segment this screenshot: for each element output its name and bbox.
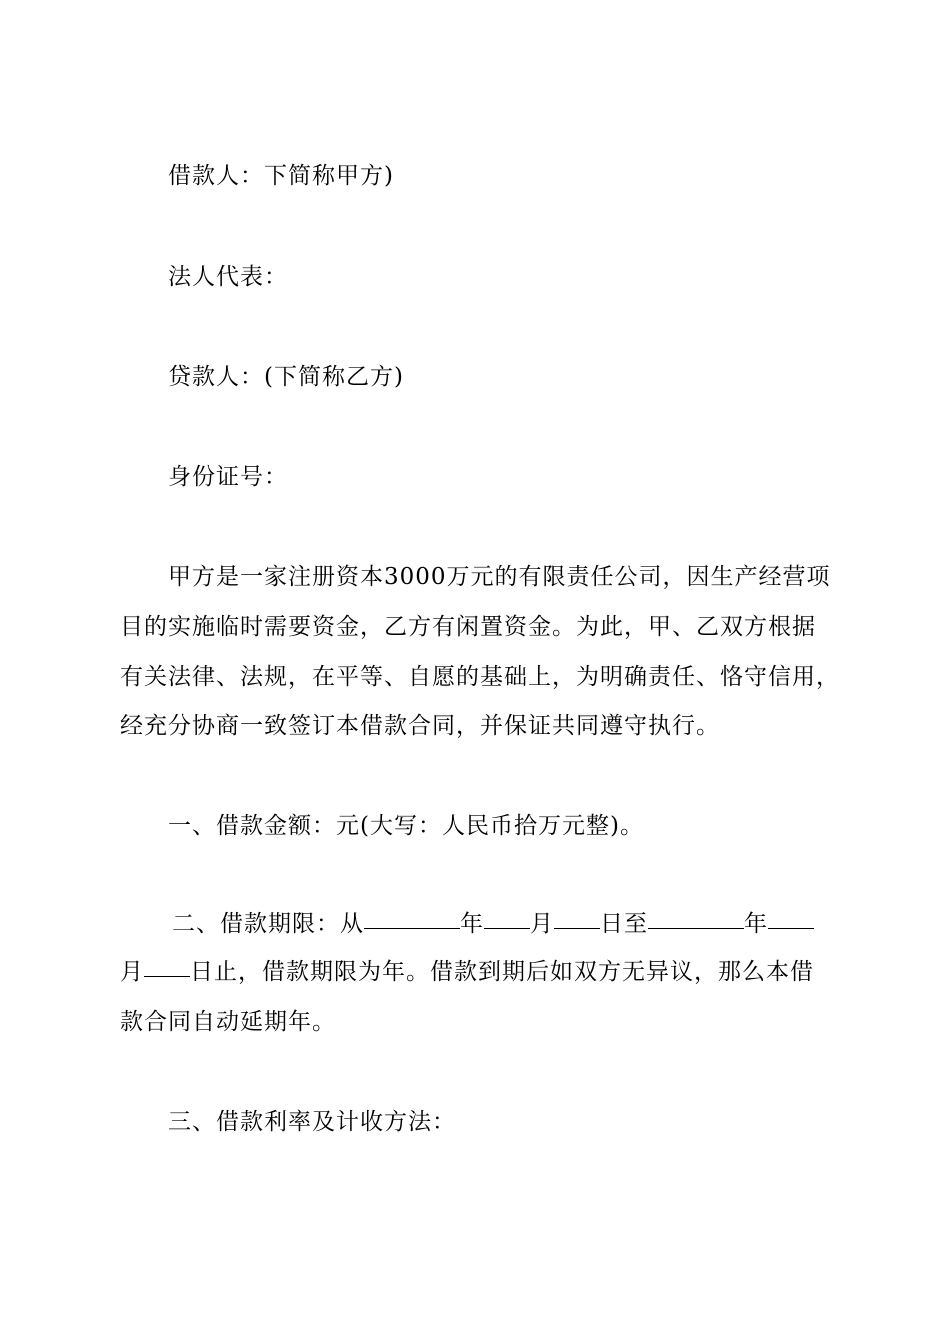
preamble-line-2: 目的实施临时需要资金，乙方有闲置资金。为此，甲、乙双方根据 <box>120 614 816 640</box>
clause-2-line-2-text: 日止，借款期限为年。借款到期后如双方无异议，那么本借 <box>190 959 814 985</box>
lender-line: 贷款人：(下简称乙方) <box>168 364 404 390</box>
end-day-blank <box>144 975 190 977</box>
end-month-blank <box>768 927 814 929</box>
year-label: 年 <box>460 911 484 937</box>
preamble-line-4: 经充分协商一致签订本借款合同，并保证共同遵守执行。 <box>120 713 720 739</box>
clause-2-prefix: 二、借款期限：从 <box>172 911 364 937</box>
end-year-blank <box>648 927 744 929</box>
borrower-line: 借款人：下简称甲方) <box>168 163 394 189</box>
start-month-blank <box>484 927 530 929</box>
year-label-2: 年 <box>744 911 768 937</box>
id-number-line: 身份证号： <box>168 464 288 490</box>
clause-2-loan-term-line-2 <box>120 948 840 996</box>
start-year-blank <box>364 927 460 929</box>
month-label: 月 <box>530 911 554 937</box>
preamble-line-1: 甲方是一家注册资本3000万元的有限责任公司，因生产经营项 <box>168 564 831 590</box>
clause-3-interest-rate: 三、借款利率及计收方法： <box>168 1109 456 1135</box>
clause-2-loan-term-line-1 <box>172 900 840 948</box>
legal-representative-line: 法人代表： <box>168 264 288 290</box>
preamble-line-3: 有关法律、法规，在平等、自愿的基础上，为明确责任、恪守信用， <box>120 664 840 690</box>
clause-1-loan-amount: 一、借款金额：元(大写：人民币拾万元整)。 <box>168 813 644 839</box>
start-day-blank <box>554 927 600 929</box>
month-label-2: 月 <box>120 959 144 985</box>
clause-2-loan-term-line-3: 款合同自动延期年。 <box>120 1009 336 1035</box>
day-to-label: 日至 <box>600 911 648 937</box>
